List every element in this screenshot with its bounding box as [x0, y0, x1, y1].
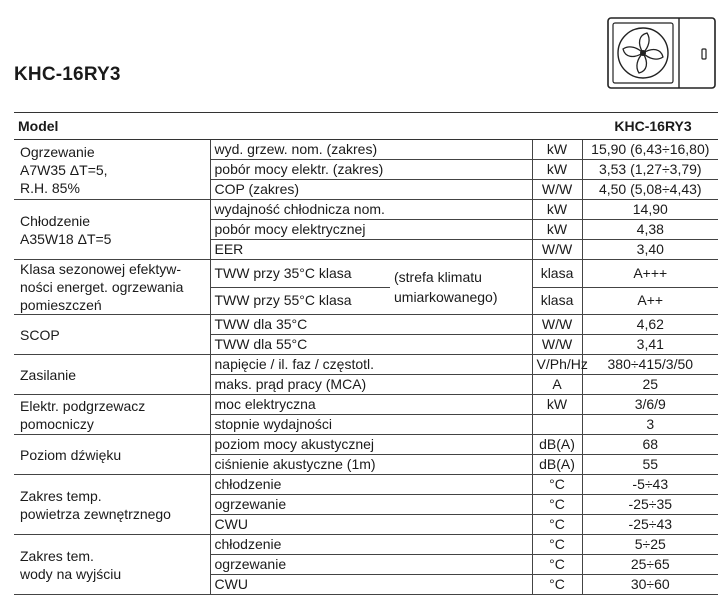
- unit-cell: V/Ph/Hz: [532, 355, 582, 375]
- unit-cell: A: [532, 375, 582, 395]
- parameter-label: ogrzewanie: [210, 495, 532, 515]
- value-cell: 5÷25: [582, 535, 718, 555]
- table-row: [14, 355, 718, 375]
- unit-cell: W/W: [532, 240, 582, 260]
- value-cell: 4,50 (5,08÷4,43): [582, 180, 718, 200]
- unit-cell: W/W: [532, 315, 582, 335]
- value-cell: 14,90: [582, 200, 718, 220]
- parameter-label: TWW dla 55°C: [210, 335, 532, 355]
- header-label: Model: [14, 113, 532, 140]
- unit-cell: [532, 415, 582, 435]
- value-cell: 25: [582, 375, 718, 395]
- table-row: [14, 395, 718, 415]
- spec-table: [14, 112, 718, 595]
- unit-cell: °C: [532, 495, 582, 515]
- model-title: KHC-16RY3: [14, 64, 121, 85]
- parameter-label: pobór mocy elektrycznej: [210, 220, 532, 240]
- unit-cell: kW: [532, 395, 582, 415]
- value-cell: 380÷415/3/50: [582, 355, 718, 375]
- unit-cell: dB(A): [532, 435, 582, 455]
- table-row: [14, 475, 718, 495]
- unit-cell: klasa: [532, 260, 582, 288]
- value-cell: 30÷60: [582, 575, 718, 595]
- parameter-label: chłodzenie: [210, 535, 532, 555]
- parameter-label: pobór mocy elektr. (zakres): [210, 160, 532, 180]
- value-cell: 68: [582, 435, 718, 455]
- category-label: Poziom dźwięku: [14, 435, 210, 475]
- parameter-label: maks. prąd pracy (MCA): [210, 375, 532, 395]
- unit-cell: W/W: [532, 180, 582, 200]
- value-cell: -25÷43: [582, 515, 718, 535]
- value-cell: 25÷65: [582, 555, 718, 575]
- parameter-label: CWU: [210, 575, 532, 595]
- value-cell: 3,40: [582, 240, 718, 260]
- category-label: Chłodzenie A35W18 ΔT=5: [14, 200, 210, 260]
- parameter-label: chłodzenie: [210, 475, 532, 495]
- parameter-label: ogrzewanie: [210, 555, 532, 575]
- parameter-label: TWW przy 35°C klasa: [210, 260, 390, 288]
- parameter-label: wydajność chłodnicza nom.: [210, 200, 532, 220]
- category-label: Zasilanie: [14, 355, 210, 395]
- parameter-label: ciśnienie akustyczne (1m): [210, 455, 532, 475]
- unit-cell: °C: [532, 555, 582, 575]
- parameter-label: COP (zakres): [210, 180, 532, 200]
- parameter-label: napięcie / il. faz / częstotl.: [210, 355, 532, 375]
- parameter-label: TWW dla 35°C: [210, 315, 532, 335]
- parameter-label: poziom mocy akustycznej: [210, 435, 532, 455]
- value-cell: A+++: [582, 260, 718, 288]
- parameter-label: moc elektryczna: [210, 395, 532, 415]
- value-cell: 3,41: [582, 335, 718, 355]
- table-header: [14, 113, 718, 140]
- unit-cell: kW: [532, 200, 582, 220]
- unit-cell: kW: [532, 160, 582, 180]
- unit-cell: kW: [532, 220, 582, 240]
- table-row: [14, 435, 718, 455]
- value-cell: -25÷35: [582, 495, 718, 515]
- parameter-label: wyd. grzew. nom. (zakres): [210, 140, 532, 160]
- unit-cell: kW: [532, 140, 582, 160]
- unit-cell: dB(A): [532, 455, 582, 475]
- category-label: Elektr. podgrzewacz pomocniczy: [14, 395, 210, 435]
- unit-cell: °C: [532, 535, 582, 555]
- outdoor-unit-fan-icon: [607, 17, 716, 89]
- table-row: [14, 260, 718, 288]
- unit-cell: °C: [532, 475, 582, 495]
- unit-cell: °C: [532, 515, 582, 535]
- table-row: [14, 200, 718, 220]
- category-label: Ogrzewanie A7W35 ΔT=5, R.H. 85%: [14, 140, 210, 200]
- value-cell: 4,38: [582, 220, 718, 240]
- parameter-label: stopnie wydajności: [210, 415, 532, 435]
- table-row: [14, 535, 718, 555]
- value-cell: -5÷43: [582, 475, 718, 495]
- value-cell: 55: [582, 455, 718, 475]
- parameter-label: EER: [210, 240, 532, 260]
- value-cell: 15,90 (6,43÷16,80): [582, 140, 718, 160]
- category-label: SCOP: [14, 315, 210, 355]
- parameter-label: TWW przy 55°C klasa: [210, 287, 390, 315]
- parameter-label: CWU: [210, 515, 532, 535]
- value-cell: 3,53 (1,27÷3,79): [582, 160, 718, 180]
- category-label: Klasa sezonowej efektyw- ności energet. ogrzewania pomieszczeń: [14, 260, 210, 315]
- climate-zone-note: (strefa klimatu umiarkowanego): [390, 260, 532, 315]
- category-label: Zakres temp. powietrza zewnętrznego: [14, 475, 210, 535]
- unit-cell: W/W: [532, 335, 582, 355]
- table-row: [14, 315, 718, 335]
- value-cell: 3/6/9: [582, 395, 718, 415]
- table-row: [14, 140, 718, 160]
- value-cell: 3: [582, 415, 718, 435]
- header-value: KHC-16RY3: [532, 113, 718, 140]
- value-cell: A++: [582, 287, 718, 315]
- unit-cell: °C: [532, 575, 582, 595]
- value-cell: 4,62: [582, 315, 718, 335]
- category-label: Zakres tem. wody na wyjściu: [14, 535, 210, 595]
- unit-cell: klasa: [532, 287, 582, 315]
